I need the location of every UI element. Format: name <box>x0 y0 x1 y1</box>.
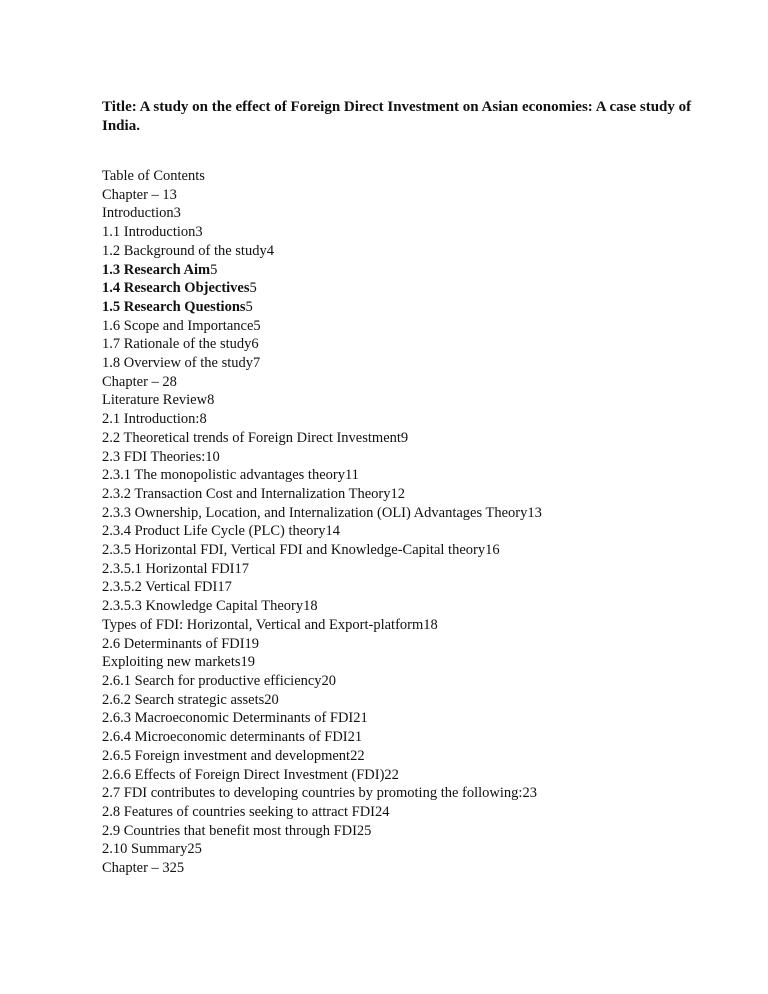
toc-entry-text: 2.3.4 Product Life Cycle (PLC) theory14 <box>102 523 340 540</box>
toc-entry <box>102 317 702 336</box>
toc-entry <box>102 859 702 878</box>
toc-entry <box>102 448 702 467</box>
toc-entry-text: Literature Review8 <box>102 392 215 409</box>
toc-entry <box>102 728 702 747</box>
toc-entry-text: Types of FDI: Horizontal, Vertical and Export-platform18 <box>102 616 438 633</box>
toc-entry <box>102 560 702 579</box>
toc-entry <box>102 466 702 485</box>
toc-entry <box>102 803 702 822</box>
toc-entry <box>102 672 702 691</box>
toc-entry-text: 2.3.5.3 Knowledge Capital Theory18 <box>102 598 318 615</box>
toc-entry-text: 2.6.4 Microeconomic determinants of FDI21 <box>102 729 363 746</box>
toc-entry-text: 2.3 FDI Theories:10 <box>102 448 220 465</box>
toc-entry-text: 2.3.2 Transaction Cost and Internalization Theory12 <box>102 485 405 502</box>
toc-entry-text: 1.6 Scope and Importance5 <box>102 317 261 334</box>
toc-entry-text: 2.9 Countries that benefit most through FDI25 <box>102 822 372 839</box>
toc-entry-text: 1.2 Background of the study4 <box>102 242 274 259</box>
toc-entry-bold-label: 1.3 Research Aim <box>102 261 211 278</box>
toc-entry <box>102 429 702 448</box>
toc-list <box>102 186 702 878</box>
toc-entry <box>102 578 702 597</box>
toc-entry <box>102 354 702 373</box>
toc-entry-text: Introduction3 <box>102 205 181 222</box>
toc-entry-text: 1.8 Overview of the study7 <box>102 355 261 372</box>
toc-entry-text: 2.3.3 Ownership, Location, and Internalization (OLI) Advantages Theory13 <box>102 504 542 521</box>
toc-entry <box>102 391 702 410</box>
toc-entry <box>102 261 702 280</box>
toc-entry <box>102 747 702 766</box>
toc-entry-bold-label: 1.4 Research Objectives <box>102 280 250 297</box>
toc-entry <box>102 504 702 523</box>
toc-entry-text: Exploiting new markets19 <box>102 654 256 671</box>
toc-entry-text: 2.6.1 Search for productive efficiency20 <box>102 672 337 689</box>
toc-entry-text: 1.7 Rationale of the study6 <box>102 336 259 353</box>
table-of-contents <box>102 167 702 878</box>
toc-entry <box>102 709 702 728</box>
toc-entry-text: 2.2 Theoretical trends of Foreign Direct Investment9 <box>102 429 409 446</box>
toc-entry <box>102 298 702 317</box>
toc-entry <box>102 597 702 616</box>
toc-entry-text: 2.6.2 Search strategic assets20 <box>102 691 279 708</box>
document-page <box>102 98 702 878</box>
document-title: Title: A study on the effect of Foreign Direct Investment on Asian economies: A case study of India. <box>102 99 692 134</box>
toc-heading: Table of Contents <box>102 168 205 184</box>
toc-entry <box>102 223 702 242</box>
toc-entry <box>102 784 702 803</box>
toc-entry <box>102 691 702 710</box>
toc-entry <box>102 522 702 541</box>
toc-entry-text: 5 <box>249 280 257 297</box>
toc-entry <box>102 541 702 560</box>
toc-entry-text: Chapter – 13 <box>102 186 177 203</box>
toc-entry-text: 1.1 Introduction3 <box>102 224 203 241</box>
toc-entry-text: 2.7 FDI contributes to developing countries by promoting the following:23 <box>102 785 537 802</box>
toc-entry <box>102 279 702 298</box>
toc-entry <box>102 822 702 841</box>
toc-entry-text: 2.1 Introduction:8 <box>102 411 207 428</box>
toc-entry <box>102 635 702 654</box>
toc-entry <box>102 485 702 504</box>
toc-entry-text: 2.8 Features of countries seeking to attract FDI24 <box>102 803 390 820</box>
toc-entry-text: 2.3.5.2 Vertical FDI17 <box>102 579 232 596</box>
toc-entry <box>102 373 702 392</box>
toc-entry-text: 2.6.5 Foreign investment and development22 <box>102 747 365 764</box>
toc-entry <box>102 335 702 354</box>
toc-entry-text: Chapter – 325 <box>102 860 185 877</box>
toc-entry <box>102 653 702 672</box>
toc-entry-text: Chapter – 28 <box>102 373 177 390</box>
toc-entry-text: 2.6 Determinants of FDI19 <box>102 635 260 652</box>
toc-entry <box>102 840 702 859</box>
toc-entry <box>102 186 702 205</box>
toc-entry <box>102 410 702 429</box>
toc-entry <box>102 204 702 223</box>
toc-entry <box>102 766 702 785</box>
toc-entry-text: 2.6.3 Macroeconomic Determinants of FDI21 <box>102 710 368 727</box>
toc-entry-bold-label: 1.5 Research Questions <box>102 298 246 315</box>
toc-entry <box>102 616 702 635</box>
toc-entry-text: 2.3.5.1 Horizontal FDI17 <box>102 560 249 577</box>
toc-entry-text: 2.10 Summary25 <box>102 841 202 858</box>
toc-entry-text: 2.6.6 Effects of Foreign Direct Investment (FDI)22 <box>102 766 399 783</box>
toc-entry-text: 5 <box>210 261 218 278</box>
toc-entry-text: 2.3.1 The monopolistic advantages theory11 <box>102 467 359 484</box>
toc-entry-text: 5 <box>245 298 253 315</box>
toc-entry-text: 2.3.5 Horizontal FDI, Vertical FDI and Knowledge-Capital theory16 <box>102 542 500 559</box>
toc-entry <box>102 242 702 261</box>
